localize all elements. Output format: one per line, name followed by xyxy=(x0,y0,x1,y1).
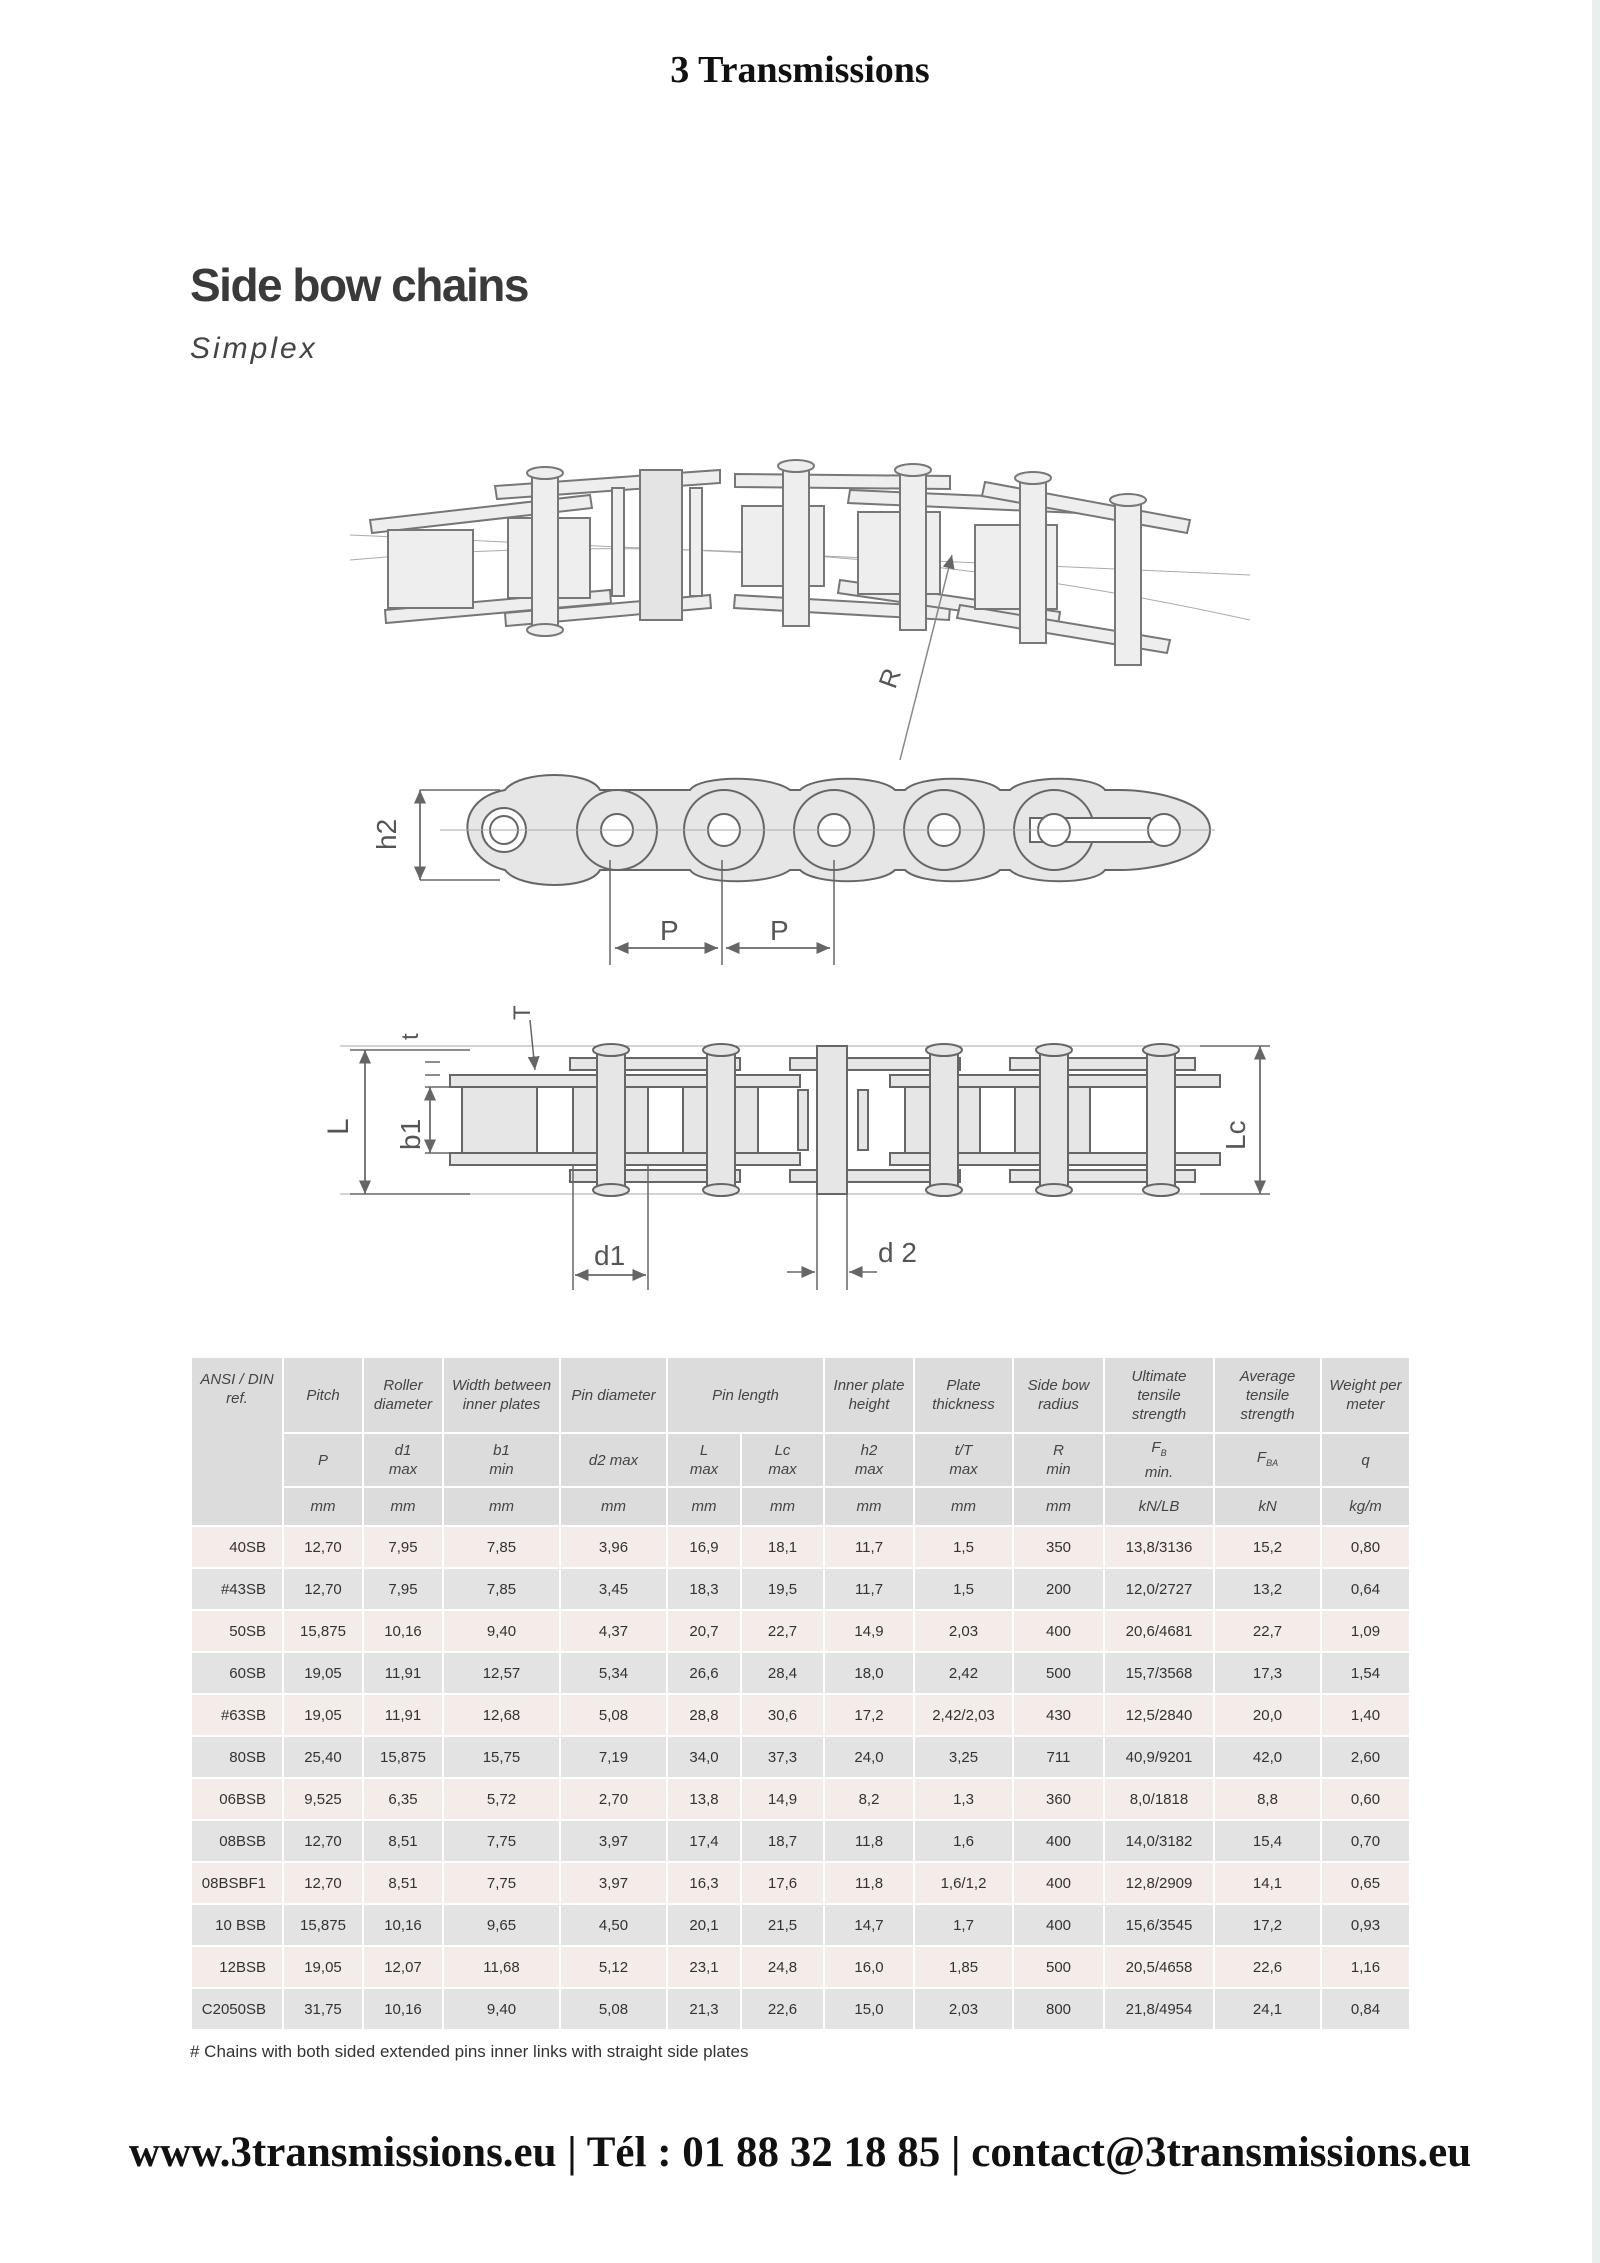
table-cell: 200 xyxy=(1013,1568,1104,1610)
table-cell: 13,8 xyxy=(667,1778,741,1820)
table-cell: 350 xyxy=(1013,1526,1104,1568)
table-cell: 24,1 xyxy=(1214,1988,1321,2030)
table-cell: 15,875 xyxy=(283,1904,363,1946)
chain-ref-cell: #63SB xyxy=(191,1694,283,1736)
table-cell: 15,4 xyxy=(1214,1820,1321,1862)
table-cell: 15,75 xyxy=(443,1736,560,1778)
th-pin-length: Pin length xyxy=(667,1358,824,1433)
table-cell: 711 xyxy=(1013,1736,1104,1778)
sym-q: q xyxy=(1321,1433,1409,1487)
table-cell: 12,57 xyxy=(443,1652,560,1694)
section-subtitle: Simplex xyxy=(190,332,318,365)
table-cell: 12,8/2909 xyxy=(1104,1862,1214,1904)
chain-ref-cell: 06BSB xyxy=(191,1778,283,1820)
unit-cell: kN xyxy=(1214,1487,1321,1526)
table-cell: 7,19 xyxy=(560,1736,667,1778)
table-cell: 7,95 xyxy=(363,1526,443,1568)
h2-label: h2 xyxy=(371,818,402,850)
table-cell: 400 xyxy=(1013,1820,1104,1862)
table-cell: 2,03 xyxy=(914,1988,1013,2030)
th-weight: Weight per meter xyxy=(1321,1358,1409,1433)
table-cell: 9,65 xyxy=(443,1904,560,1946)
unit-cell: mm xyxy=(824,1487,914,1526)
table-cell: 800 xyxy=(1013,1988,1104,2030)
table-cell: 18,7 xyxy=(741,1820,824,1862)
table-cell: 3,25 xyxy=(914,1736,1013,1778)
table-cell: 12,70 xyxy=(283,1568,363,1610)
table-cell: 1,6 xyxy=(914,1820,1013,1862)
table-cell: 0,84 xyxy=(1321,1988,1409,2030)
pitch-label-2: P xyxy=(770,915,789,946)
table-cell: 12,07 xyxy=(363,1946,443,1988)
table-cell: 12,0/2727 xyxy=(1104,1568,1214,1610)
table-cell: 10,16 xyxy=(363,1610,443,1652)
table-cell: 1,85 xyxy=(914,1946,1013,1988)
table-cell: 11,91 xyxy=(363,1652,443,1694)
table-cell: 42,0 xyxy=(1214,1736,1321,1778)
table-cell: 23,1 xyxy=(667,1946,741,1988)
table-cell: 21,8/4954 xyxy=(1104,1988,1214,2030)
table-cell: 1,5 xyxy=(914,1568,1013,1610)
table-cell: 20,0 xyxy=(1214,1694,1321,1736)
sym-Lc: Lc max xyxy=(741,1433,824,1487)
Lc-label: Lc xyxy=(1220,1120,1251,1150)
table-cell: 11,91 xyxy=(363,1694,443,1736)
th-average: Average tensile strength xyxy=(1214,1358,1321,1433)
table-row xyxy=(191,1652,1409,1694)
table-cell: 9,40 xyxy=(443,1610,560,1652)
sym-R: R min xyxy=(1013,1433,1104,1487)
table-cell: 14,9 xyxy=(824,1610,914,1652)
table-cell: 28,4 xyxy=(741,1652,824,1694)
table-cell: 19,05 xyxy=(283,1694,363,1736)
table-cell: 7,85 xyxy=(443,1568,560,1610)
table-cell: 400 xyxy=(1013,1904,1104,1946)
table-cell: 20,5/4658 xyxy=(1104,1946,1214,1988)
table-cell: 14,0/3182 xyxy=(1104,1820,1214,1862)
table-cell: 400 xyxy=(1013,1610,1104,1652)
table-cell: 0,93 xyxy=(1321,1904,1409,1946)
pitch-label-1: P xyxy=(660,915,679,946)
unit-cell: mm xyxy=(1013,1487,1104,1526)
table-row xyxy=(191,1946,1409,1988)
table-cell: 22,7 xyxy=(741,1610,824,1652)
spec-table-body xyxy=(191,1526,1409,2030)
table-cell: 18,1 xyxy=(741,1526,824,1568)
chain-ref-cell: 08BSB xyxy=(191,1820,283,1862)
table-cell: 7,75 xyxy=(443,1862,560,1904)
table-cell: 15,2 xyxy=(1214,1526,1321,1568)
table-cell: 2,42 xyxy=(914,1652,1013,1694)
table-cell: 24,8 xyxy=(741,1946,824,1988)
table-cell: 430 xyxy=(1013,1694,1104,1736)
sym-b1: b1 min xyxy=(443,1433,560,1487)
table-cell: 360 xyxy=(1013,1778,1104,1820)
unit-cell: mm xyxy=(443,1487,560,1526)
table-cell: 21,5 xyxy=(741,1904,824,1946)
table-cell: 16,9 xyxy=(667,1526,741,1568)
table-cell: 8,51 xyxy=(363,1820,443,1862)
table-cell: 500 xyxy=(1013,1652,1104,1694)
chain-side-view xyxy=(440,775,1215,885)
table-cell: 3,45 xyxy=(560,1568,667,1610)
sym-p: P xyxy=(283,1433,363,1487)
table-cell: 12,5/2840 xyxy=(1104,1694,1214,1736)
table-cell: 17,4 xyxy=(667,1820,741,1862)
th-roller: Roller diameter xyxy=(363,1358,443,1433)
section-title: Side bow chains xyxy=(190,259,528,311)
unit-cell: mm xyxy=(363,1487,443,1526)
table-cell: 5,72 xyxy=(443,1778,560,1820)
table-cell: 30,6 xyxy=(741,1694,824,1736)
table-cell: 22,6 xyxy=(1214,1946,1321,1988)
chain-ref-cell: 40SB xyxy=(191,1526,283,1568)
table-cell: 12,70 xyxy=(283,1862,363,1904)
unit-cell: kg/m xyxy=(1321,1487,1409,1526)
footnote: # Chains with both sided extended pins inner links with straight side plates xyxy=(190,2042,749,2061)
table-cell: 1,7 xyxy=(914,1904,1013,1946)
table-cell: 10,16 xyxy=(363,1904,443,1946)
chain-ref-cell: 60SB xyxy=(191,1652,283,1694)
sym-d2: d2 max xyxy=(560,1433,667,1487)
table-cell: 19,5 xyxy=(741,1568,824,1610)
table-cell: 13,8/3136 xyxy=(1104,1526,1214,1568)
chain-ref-cell: C2050SB xyxy=(191,1988,283,2030)
th-width: Width between inner plates xyxy=(443,1358,560,1433)
table-cell: 31,75 xyxy=(283,1988,363,2030)
table-row xyxy=(191,1988,1409,2030)
radius-label: R xyxy=(872,664,908,693)
chain-ref-cell: #43SB xyxy=(191,1568,283,1610)
table-cell: 2,42/2,03 xyxy=(914,1694,1013,1736)
table-cell: 11,8 xyxy=(824,1820,914,1862)
L-label: L xyxy=(322,1118,355,1135)
table-cell: 18,3 xyxy=(667,1568,741,1610)
table-cell: 20,6/4681 xyxy=(1104,1610,1214,1652)
table-cell: 6,35 xyxy=(363,1778,443,1820)
d1-label: d1 xyxy=(594,1240,626,1271)
table-cell: 8,8 xyxy=(1214,1778,1321,1820)
table-cell: 11,8 xyxy=(824,1862,914,1904)
table-cell: 28,8 xyxy=(667,1694,741,1736)
th-plate-thickness: Plate thickness xyxy=(914,1358,1013,1433)
unit-row xyxy=(191,1487,1409,1526)
table-cell: 1,5 xyxy=(914,1526,1013,1568)
unit-cell: kN/LB xyxy=(1104,1487,1214,1526)
table-cell: 14,9 xyxy=(741,1778,824,1820)
table-cell: 5,34 xyxy=(560,1652,667,1694)
chain-ref-cell: 50SB xyxy=(191,1610,283,1652)
table-cell: 15,875 xyxy=(363,1736,443,1778)
table-cell: 3,96 xyxy=(560,1526,667,1568)
unit-cell: mm xyxy=(283,1487,363,1526)
table-cell: 4,37 xyxy=(560,1610,667,1652)
footer-contact: www.3transmissions.eu | Tél : 01 88 32 18 85 | contact@3transmissions.eu xyxy=(128,2129,1472,2176)
unit-cell: mm xyxy=(667,1487,741,1526)
b1-label: b1 xyxy=(395,1118,426,1150)
table-cell: 5,12 xyxy=(560,1946,667,1988)
th-bow-radius: Side bow radius xyxy=(1013,1358,1104,1433)
table-cell: 11,7 xyxy=(824,1568,914,1610)
table-cell: 24,0 xyxy=(824,1736,914,1778)
table-cell: 0,65 xyxy=(1321,1862,1409,1904)
table-cell: 1,16 xyxy=(1321,1946,1409,1988)
table-row xyxy=(191,1904,1409,1946)
side-bow-top-view xyxy=(350,460,1250,760)
unit-cell: mm xyxy=(914,1487,1013,1526)
sym-fb: $F_B$ min. xyxy=(1104,1433,1214,1487)
unit-cell: mm xyxy=(741,1487,824,1526)
d2-label: d 2 xyxy=(878,1237,917,1268)
table-row xyxy=(191,1778,1409,1820)
sym-d1: d1 max xyxy=(363,1433,443,1487)
sym-L: L max xyxy=(667,1433,741,1487)
table-cell: 11,7 xyxy=(824,1526,914,1568)
table-cell: 14,7 xyxy=(824,1904,914,1946)
table-cell: 9,40 xyxy=(443,1988,560,2030)
table-cell: 15,0 xyxy=(824,1988,914,2030)
table-cell: 0,80 xyxy=(1321,1526,1409,1568)
table-cell: 14,1 xyxy=(1214,1862,1321,1904)
sym-tT: t/T max xyxy=(914,1433,1013,1487)
table-row xyxy=(191,1568,1409,1610)
table-cell: 3,97 xyxy=(560,1862,667,1904)
table-cell: 400 xyxy=(1013,1862,1104,1904)
table-cell: 500 xyxy=(1013,1946,1104,1988)
table-cell: 20,1 xyxy=(667,1904,741,1946)
table-cell: 22,7 xyxy=(1214,1610,1321,1652)
spec-table xyxy=(190,1358,1409,2031)
table-cell: 3,97 xyxy=(560,1820,667,1862)
th-pitch: Pitch xyxy=(283,1358,363,1433)
table-row xyxy=(191,1862,1409,1904)
table-row xyxy=(191,1820,1409,1862)
th-plate-height: Inner plate height xyxy=(824,1358,914,1433)
table-cell: 8,2 xyxy=(824,1778,914,1820)
table-cell: 15,875 xyxy=(283,1610,363,1652)
table-cell: 9,525 xyxy=(283,1778,363,1820)
table-cell: 7,95 xyxy=(363,1568,443,1610)
symbol-row xyxy=(191,1433,1409,1487)
table-cell: 10,16 xyxy=(363,1988,443,2030)
table-cell: 21,3 xyxy=(667,1988,741,2030)
table-cell: 34,0 xyxy=(667,1736,741,1778)
table-cell: 8,0/1818 xyxy=(1104,1778,1214,1820)
table-cell: 12,70 xyxy=(283,1526,363,1568)
table-cell: 2,60 xyxy=(1321,1736,1409,1778)
table-cell: 8,51 xyxy=(363,1862,443,1904)
table-cell: 4,50 xyxy=(560,1904,667,1946)
table-cell: 1,09 xyxy=(1321,1610,1409,1652)
table-cell: 5,08 xyxy=(560,1694,667,1736)
table-cell: 0,64 xyxy=(1321,1568,1409,1610)
brand-heading: 3 Transmissions xyxy=(670,49,930,91)
table-row xyxy=(191,1526,1409,1568)
t-label: t xyxy=(397,1033,424,1040)
unit-cell: mm xyxy=(560,1487,667,1526)
table-cell: 2,03 xyxy=(914,1610,1013,1652)
table-cell: 19,05 xyxy=(283,1946,363,1988)
table-cell: 1,6/1,2 xyxy=(914,1862,1013,1904)
table-cell: 22,6 xyxy=(741,1988,824,2030)
th-ultimate: Ultimate tensile strength xyxy=(1104,1358,1214,1433)
chain-ref-cell: 08BSBF1 xyxy=(191,1862,283,1904)
table-cell: 40,9/9201 xyxy=(1104,1736,1214,1778)
table-cell: 13,2 xyxy=(1214,1568,1321,1610)
table-cell: 26,6 xyxy=(667,1652,741,1694)
table-cell: 20,7 xyxy=(667,1610,741,1652)
chain-ref-cell: 80SB xyxy=(191,1736,283,1778)
table-cell: 1,3 xyxy=(914,1778,1013,1820)
table-cell: 0,60 xyxy=(1321,1778,1409,1820)
table-cell: 17,2 xyxy=(1214,1904,1321,1946)
sym-h2: h2 max xyxy=(824,1433,914,1487)
sym-fba: $F_{BA}$ xyxy=(1214,1433,1321,1487)
table-cell: 5,08 xyxy=(560,1988,667,2030)
chain-ref-cell: 10 BSB xyxy=(191,1904,283,1946)
table-cell: 1,54 xyxy=(1321,1652,1409,1694)
table-cell: 37,3 xyxy=(741,1736,824,1778)
table-cell: 18,0 xyxy=(824,1652,914,1694)
table-cell: 15,7/3568 xyxy=(1104,1652,1214,1694)
T-label: T xyxy=(509,1005,536,1020)
table-cell: 7,75 xyxy=(443,1820,560,1862)
table-cell: 1,40 xyxy=(1321,1694,1409,1736)
th-pin-diameter: Pin diameter xyxy=(560,1358,667,1433)
table-cell: 7,85 xyxy=(443,1526,560,1568)
table-cell: 15,6/3545 xyxy=(1104,1904,1214,1946)
chain-ref-cell: 12BSB xyxy=(191,1946,283,1988)
table-cell: 17,3 xyxy=(1214,1652,1321,1694)
table-cell: 0,70 xyxy=(1321,1820,1409,1862)
table-cell: 17,6 xyxy=(741,1862,824,1904)
table-row xyxy=(191,1736,1409,1778)
table-row xyxy=(191,1610,1409,1652)
table-cell: 16,0 xyxy=(824,1946,914,1988)
table-cell: 16,3 xyxy=(667,1862,741,1904)
table-row xyxy=(191,1694,1409,1736)
table-cell: 19,05 xyxy=(283,1652,363,1694)
chain-plan-view xyxy=(340,1044,1260,1196)
table-cell: 12,70 xyxy=(283,1820,363,1862)
th-ref: ANSI / DIN ref. xyxy=(191,1358,283,1526)
table-cell: 25,40 xyxy=(283,1736,363,1778)
table-cell: 11,68 xyxy=(443,1946,560,1988)
table-cell: 12,68 xyxy=(443,1694,560,1736)
table-cell: 2,70 xyxy=(560,1778,667,1820)
table-cell: 17,2 xyxy=(824,1694,914,1736)
